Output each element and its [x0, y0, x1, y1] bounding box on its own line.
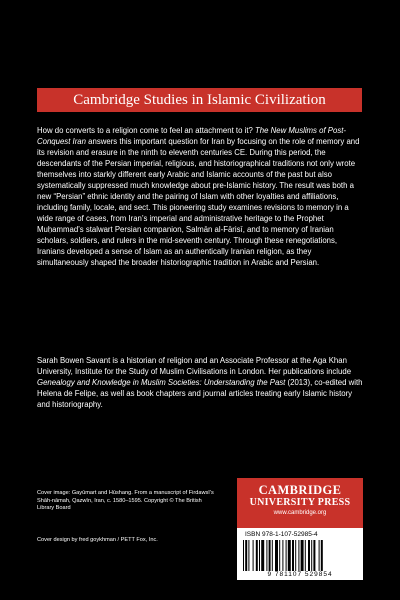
barcode-icon	[243, 540, 357, 571]
publisher-press: UNIVERSITY PRESS	[249, 497, 351, 508]
paragraph-text: answers this important question for Iran by focusing on the role of memory and its revision and erasure in the ninth to eleventh centuries CE. During this period, the descendants of the Persian imperial, religious, and historiographical traditions not only wrote themselves into starkly different early Arabic and Islamic accounts of the past but also systematically suppressed much knowledge about pre-Islamic history. The result was both a new “Persian” ethnic identity and the pairing of Islam with other loyalties and affiliations, including family, locale, and sect. This pioneering study examines revisions to memory in a wide range of cases, from Iran’s imperial and administrative heritage to the Prophet Muḥammad’s stalwart Persian companion, Salmān al-Fārisī, and to memory of Iranian scholars, soldiers, and rulers in the mid-seventh century. Through these renegotiations, Iranians developed a sense of Islam as an authentically Iranian religion, as they simultaneously shaped the broader historiographic tradition in Arabic and Persian.	[37, 137, 360, 267]
publisher-url: www.cambridge.org	[273, 510, 327, 516]
paragraph-text: Sarah Bowen Savant is a historian of religion and an Associate Professor at the Aga Khan University, Institute for the Study of Muslim Civilisations in London. Her publications include	[37, 356, 352, 376]
cover-image-credit: Cover image: Gayūmart and Hūshang. From a manuscript of Firdawsī’s Shāh-nāmah, Qazwīn, Iran, c. 1580–1595. Copyright © The British Library Board	[37, 490, 214, 511]
italic-title: Genealogy and Knowledge in Muslim Societies: Understanding the Past	[37, 378, 286, 387]
publisher-logo	[237, 478, 363, 528]
paragraph-text: (2013), co-edited with Helena de Felipe, as well as book chapters and journal articles treating early Islamic history and historiography.	[37, 378, 363, 409]
publisher-name: CAMBRIDGE	[258, 483, 342, 497]
isbn-barcode-box	[237, 528, 363, 580]
italic-title: The New Muslims of Post-Conquest Iran	[37, 126, 346, 146]
paragraph-text: How do converts to a religion come to feel an attachment to it?	[37, 126, 255, 135]
author-bio-paragraph	[37, 355, 363, 410]
series-title: Cambridge Studies in Islamic Civilization	[73, 91, 326, 108]
description-paragraph	[37, 125, 363, 268]
isbn-label: ISBN 978-1-107-52985-4	[245, 531, 318, 538]
series-banner	[37, 88, 362, 112]
barcode-number: 9 781107 529854	[267, 571, 333, 578]
cover-design-credit: Cover design by fred goykhman / PETT Fox, Inc.	[37, 537, 158, 543]
